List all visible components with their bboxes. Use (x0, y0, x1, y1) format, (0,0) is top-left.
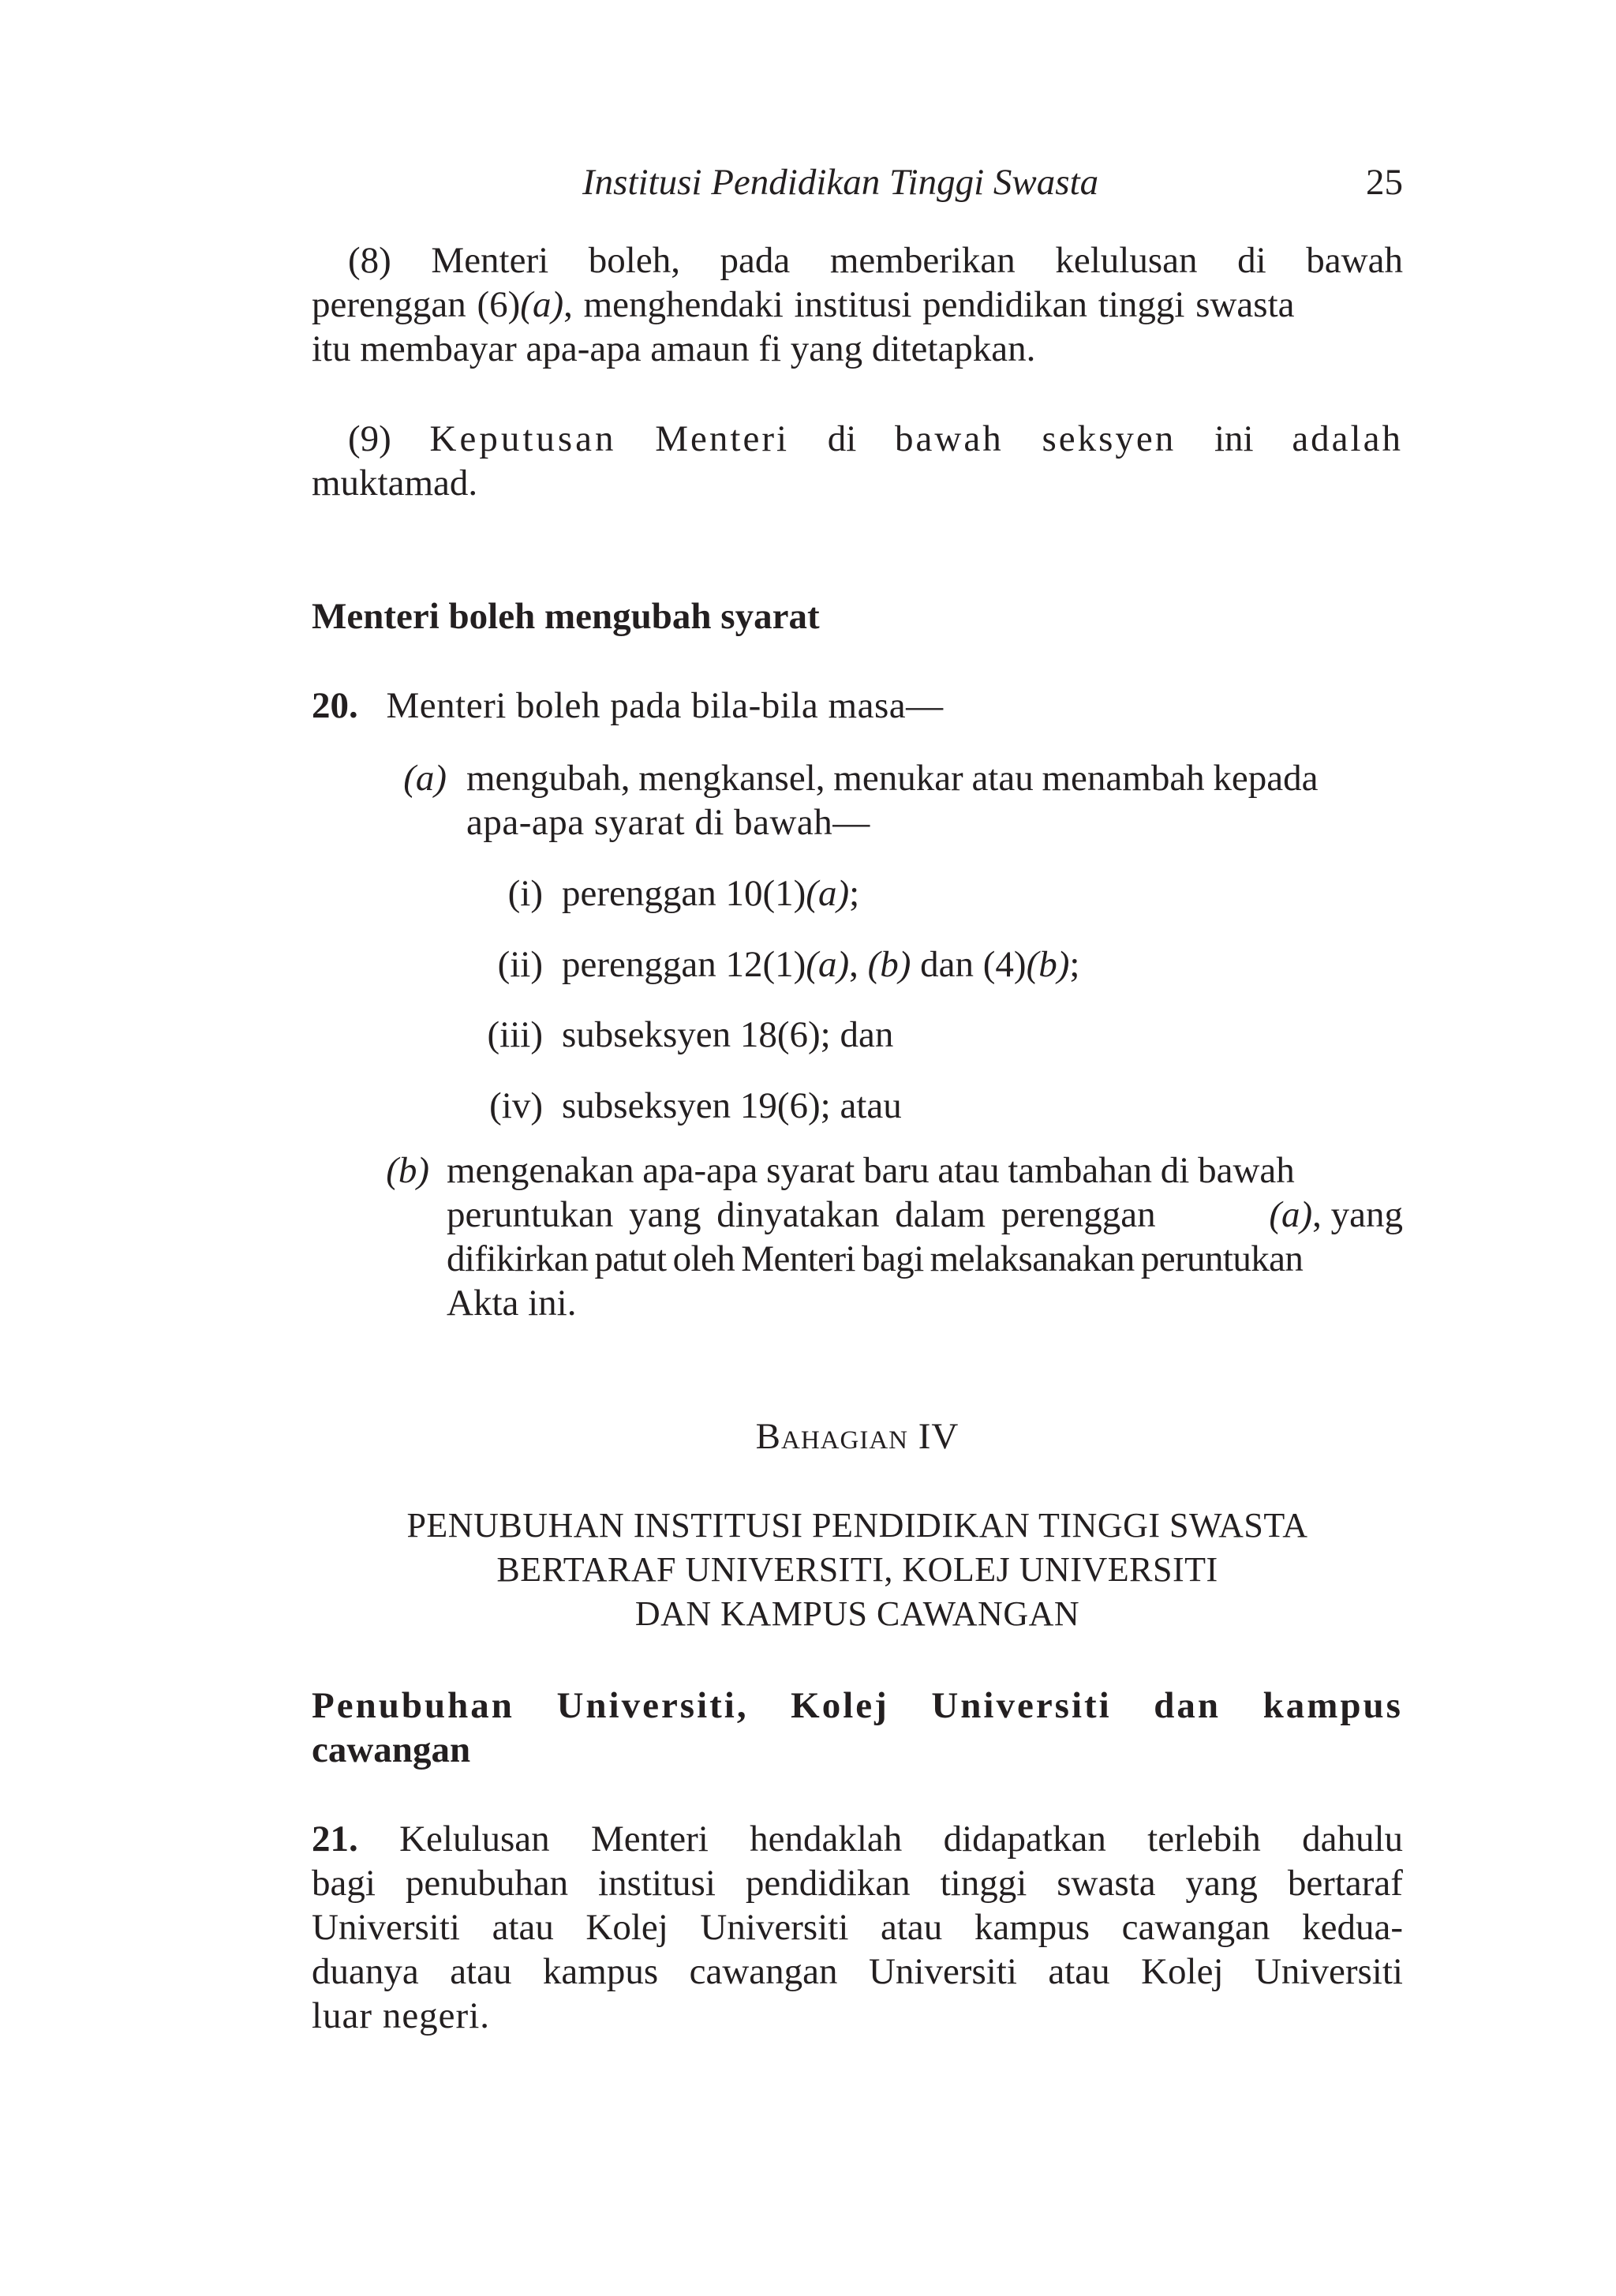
section-21-body (312, 1817, 1403, 2038)
page-number: 25 (1366, 162, 1403, 203)
word: dahulu (1302, 1818, 1403, 1860)
word: Menteri (655, 418, 790, 459)
word: penubuhan (405, 1863, 569, 1904)
paragraph-ref: (a) (1269, 1194, 1313, 1235)
section-21-heading (312, 1684, 1403, 1772)
section-21-line-1 (312, 1817, 1403, 1861)
word: Kelulusan (399, 1818, 550, 1860)
item-i-text (562, 871, 859, 916)
paragraph-b-line-2 (447, 1193, 1403, 1237)
word: atau (1048, 1951, 1110, 1992)
word: Universiti, (556, 1685, 749, 1726)
section-21-heading-line-1 (312, 1684, 1403, 1728)
word: pada (720, 240, 791, 281)
item-iv-text: subseksyen 19(6); atau (562, 1085, 902, 1126)
word: (9) (348, 418, 391, 459)
text: ; (849, 873, 860, 914)
section-21-line-4 (312, 1950, 1403, 1994)
part-title-line-1: PENUBUHAN INSTITUSI PENDIDIKAN TINGGI SWASTA (406, 1506, 1308, 1545)
word: kedua- (1302, 1907, 1403, 1948)
word: Universiti (700, 1907, 849, 1948)
word: di (827, 418, 857, 459)
text: peruntukan yang dinyatakan dalam perenggan (447, 1194, 1156, 1235)
word: Universiti (1254, 1951, 1403, 1992)
word: boleh, (588, 240, 680, 281)
part-title-line-3: DAN KAMPUS CAWANGAN (634, 1594, 1080, 1633)
subsection-8-line-3: itu membayar apa-apa amaun fi yang ditetapkan. (312, 328, 1036, 369)
section-21-line-3 (312, 1905, 1403, 1950)
paragraph-a-line-1: mengubah, mengkansel, menukar atau menambah kepada (466, 758, 1319, 799)
subsection-8 (312, 238, 1403, 371)
item-iv-label: (iv) (489, 1085, 543, 1126)
word: kelulusan (1055, 240, 1198, 281)
word: Kolej (1141, 1951, 1224, 1992)
paragraph-b-body (447, 1148, 1403, 1325)
word: Universiti (931, 1685, 1112, 1726)
paragraph-ref: (a) (520, 284, 564, 325)
section-21-line-2 (312, 1861, 1403, 1905)
word: memberikan (829, 240, 1016, 281)
subsection-8-line-1 (312, 238, 1403, 283)
word: tinggi (940, 1863, 1027, 1904)
word: bagi (312, 1863, 376, 1904)
section-20-intro-text: Menteri boleh pada bila-bila masa— (386, 685, 944, 726)
word: pendidikan (745, 1863, 911, 1904)
subsection-9-line-1 (312, 417, 1403, 461)
paragraph-b-label: (b) (386, 1150, 429, 1191)
section-20-intro (312, 684, 944, 728)
word: atau (450, 1951, 512, 1992)
paragraph-b-line-3: difikirkan patut oleh Menteri bagi melaksanakan peruntukan (447, 1238, 1304, 1279)
word: Universiti (312, 1907, 460, 1948)
paragraph-ref: (b) (867, 944, 911, 985)
word: Universiti (868, 1951, 1017, 1992)
word: kampus (974, 1907, 1090, 1948)
text (1269, 1193, 1403, 1237)
item-ii-text (562, 942, 1079, 987)
word: Menteri (591, 1818, 709, 1860)
paragraph-b-line-1: mengenakan apa-apa syarat baru atau tambahan di bawah (447, 1150, 1295, 1191)
word: swasta (1057, 1863, 1156, 1904)
word: dan (1154, 1685, 1221, 1726)
text: perenggan (6) (312, 284, 521, 325)
word: bawah (895, 418, 1004, 459)
item-i-label: (i) (507, 873, 543, 914)
word: kampus (542, 1951, 659, 1992)
word: atau (492, 1907, 554, 1948)
word: Penubuhan (312, 1685, 514, 1726)
running-title: Institusi Pendidikan Tinggi Swasta (582, 162, 1099, 203)
word: cawangan (689, 1951, 838, 1992)
paragraph-ref: (b) (1026, 944, 1070, 985)
word: bertaraf (1287, 1863, 1403, 1904)
part-label (312, 1414, 1403, 1459)
section-21-heading-line-2: cawangan (312, 1729, 471, 1770)
text: ; (1069, 944, 1080, 985)
subsection-9-line-2: muktamad. (312, 463, 478, 504)
text: perenggan 10(1) (562, 873, 806, 914)
section-21-line-5: luar negeri. (312, 1995, 491, 2036)
subsection-9 (312, 417, 1403, 505)
word: institusi (598, 1863, 716, 1904)
word: kampus (1262, 1685, 1403, 1726)
text: , menghendaki institusi pendidikan tinggi swasta (563, 284, 1295, 325)
paragraph-a-line-2: apa-apa syarat di bawah— (466, 802, 870, 843)
text: perenggan 12(1) (562, 944, 806, 985)
paragraph-ref: (a) (806, 944, 850, 985)
paragraph-ref: (a) (806, 873, 850, 914)
part-title-line-2: BERTARAF UNIVERSITI, KOLEJ UNIVERSITI (496, 1550, 1218, 1589)
word: atau (880, 1907, 943, 1948)
text: , yang (1312, 1194, 1403, 1235)
section-number: 20. (312, 685, 358, 726)
word: hendaklah (750, 1818, 903, 1860)
word: Keputusan (429, 418, 617, 459)
word: adalah (1292, 418, 1403, 459)
word: seksyen (1042, 418, 1176, 459)
paragraph-a-label: (a) (403, 758, 447, 799)
item-iii-label: (iii) (487, 1014, 543, 1055)
word: duanya (312, 1951, 419, 1992)
word: Menteri (431, 240, 549, 281)
word: cawangan (1121, 1907, 1270, 1948)
subsection-8-line-2 (312, 283, 1403, 327)
item-iii-text: subseksyen 18(6); dan (562, 1014, 894, 1055)
word: didapatkan (943, 1818, 1106, 1860)
word: (8) (348, 240, 391, 281)
word: Kolej (791, 1685, 889, 1726)
part-label-text: Bahagian IV (755, 1416, 960, 1457)
word: yang (1185, 1863, 1258, 1904)
section-number: 21. (312, 1818, 358, 1860)
word: ini (1214, 418, 1254, 459)
text: , (849, 944, 868, 985)
item-ii-label: (ii) (497, 944, 543, 985)
paragraph-b-line-4: Akta ini. (447, 1283, 577, 1324)
word: di (1237, 240, 1266, 281)
text: dan (4) (911, 944, 1027, 985)
word: Kolej (585, 1907, 668, 1948)
section-20-heading: Menteri boleh mengubah syarat (312, 596, 820, 637)
word: terlebih (1147, 1818, 1261, 1860)
word: bawah (1306, 240, 1403, 281)
